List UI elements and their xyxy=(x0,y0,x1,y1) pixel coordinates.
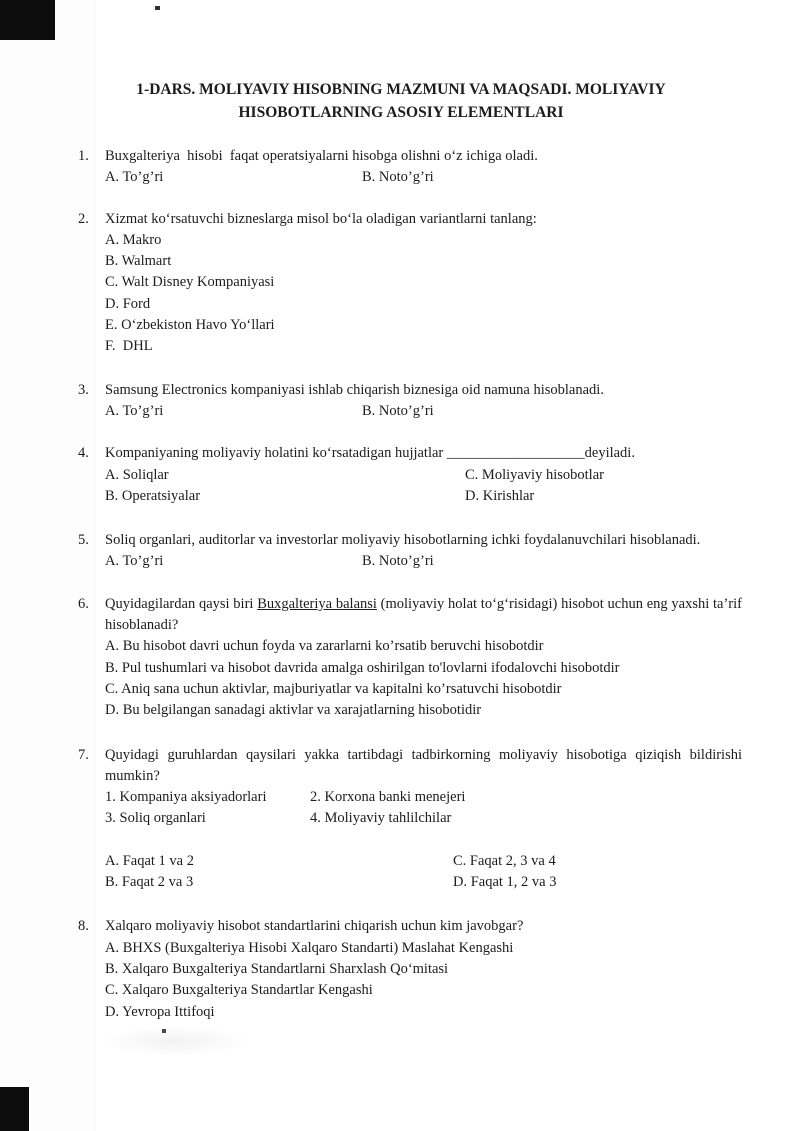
question-1 xyxy=(78,146,742,189)
scan-smudge-bottom xyxy=(100,1026,250,1056)
question-4-stem: Kompaniyaning moliyaviy holatini koʻrsatadigan hujjatlar ___________________deyiladi. xyxy=(105,445,635,462)
scan-corner-bottom-left xyxy=(0,1087,29,1131)
question-3-option-a: A. To’g’ri xyxy=(105,402,164,419)
question-8-body xyxy=(105,916,742,1022)
page-title-line-1: 1-DARS. MOLIYAVIY HISOBNING MAZMUNI VA MAQSADI. MOLIYAVIY xyxy=(136,81,666,98)
question-4-options-row-1 xyxy=(105,465,742,486)
question-8-option-d: D. Yevropa Ittifoqi xyxy=(105,1003,215,1020)
question-2-option-d: D. Ford xyxy=(105,295,151,312)
question-1-option-a: A. To’g’ri xyxy=(105,169,164,186)
question-7-option-b: B. Faqat 2 va 3 xyxy=(105,874,194,891)
question-2-option-c: C. Walt Disney Kompaniyasi xyxy=(105,274,275,291)
question-7-subitem-3: 3. Soliq organlari xyxy=(105,810,206,827)
question-2-option-e: E. Oʻzbekiston Havo Yoʻllari xyxy=(105,317,275,334)
question-2-stem: Xizmat koʻrsatuvchi bizneslarga misol boʻla oladigan variantlarni tanlang: xyxy=(105,210,537,227)
question-5-number: 5. xyxy=(78,532,89,549)
question-2 xyxy=(78,209,742,358)
question-3-number: 3. xyxy=(78,381,89,398)
question-6 xyxy=(78,594,742,722)
question-3-option-b: B. Noto’g’ri xyxy=(362,402,434,419)
question-2-number: 2. xyxy=(78,210,89,227)
question-1-number: 1. xyxy=(78,148,89,164)
question-7-subitem-1: 1. Kompaniya aksiyadorlari xyxy=(105,789,267,806)
question-4-number: 4. xyxy=(78,445,89,462)
question-6-option-c: C. Aniq sana uchun aktivlar, majburiyatlar va kapitalni ko’rsatuvchi hisobotdir xyxy=(105,680,562,697)
question-8-option-c: C. Xalqaro Buxgalteriya Standartlar Kengashi xyxy=(105,982,373,999)
question-7-subitems-row-2 xyxy=(105,808,742,829)
question-6-option-b: B. Pul tushumlari va hisobot davrida amalga oshirilgan to'lovlarni ifodalovchi hisobotdir xyxy=(105,659,620,676)
question-4-option-d: D. Kirishlar xyxy=(465,487,535,504)
question-1-body xyxy=(105,146,742,189)
question-2-body xyxy=(105,209,742,358)
question-7 xyxy=(78,745,742,894)
question-8-option-b: B. Xalqaro Buxgalteriya Standartlarni Sharxlash Qoʻmitasi xyxy=(105,960,449,977)
question-4-option-a: A. Soliqlar xyxy=(105,466,169,483)
question-4-option-b: B. Operatsiyalar xyxy=(105,487,201,504)
question-4-option-c: C. Moliyaviy hisobotlar xyxy=(465,466,604,483)
page-title-line-2: HISOBOTLARNING ASOSIY ELEMENTLARI xyxy=(238,104,564,121)
question-4-options-row-2 xyxy=(105,486,742,507)
scan-corner-top-left xyxy=(0,0,55,40)
question-3-body xyxy=(105,380,742,423)
page-title xyxy=(78,78,742,124)
question-7-options-row-2 xyxy=(105,872,742,893)
question-7-options-row-1 xyxy=(105,851,742,872)
question-6-stem xyxy=(105,594,742,637)
question-1-option-b: B. Noto’g’ri xyxy=(362,169,434,186)
question-7-subitem-4: 4. Moliyaviy tahlilchilar xyxy=(310,810,452,827)
scan-speck-top xyxy=(155,6,160,10)
question-6-option-d: D. Bu belgilangan sanadagi aktivlar va xarajatlarning hisobotidir xyxy=(105,702,482,719)
question-2-option-a: A. Makro xyxy=(105,231,162,248)
question-5 xyxy=(78,530,742,573)
question-5-option-b: B. Noto’g’ri xyxy=(362,553,434,570)
question-6-option-a: A. Bu hisobot davri uchun foyda va zararlarni ko’rsatib beruvchi hisobotdir xyxy=(105,638,544,655)
question-7-number: 7. xyxy=(78,746,89,763)
question-8-number: 8. xyxy=(78,918,89,935)
question-7-option-a: A. Faqat 1 va 2 xyxy=(105,852,194,869)
question-4 xyxy=(78,443,742,507)
question-2-option-b: B. Walmart xyxy=(105,253,172,270)
question-2-option-f: F. DHL xyxy=(105,338,153,355)
question-3 xyxy=(78,380,742,423)
question-5-options-row xyxy=(105,551,742,572)
question-7-subitem-2: 2. Korxona banki menejeri xyxy=(310,789,466,806)
question-4-body xyxy=(105,443,742,507)
spacer xyxy=(105,830,742,851)
question-3-stem: Samsung Electronics kompaniyasi ishlab chiqarish biznesiga oid namuna hisoblanadi. xyxy=(105,381,604,398)
question-7-subitems-row-1 xyxy=(105,787,742,808)
question-7-body xyxy=(105,745,742,894)
question-5-body xyxy=(105,530,742,573)
question-1-stem: Buxgalteriya hisobi faqat operatsiyalarni hisobga olishni oʻz ichiga oladi. xyxy=(105,148,538,164)
question-6-stem-pre: Quyidagilardan qaysi biri xyxy=(105,595,258,612)
question-8-option-a: A. BHXS (Buxgalteriya Hisobi Xalqaro Standarti) Maslahat Kengashi xyxy=(105,939,514,956)
question-8 xyxy=(78,916,742,1022)
question-5-option-a: A. To’g’ri xyxy=(105,553,164,570)
document-content xyxy=(78,70,742,1023)
question-5-stem: Soliq organlari, auditorlar va investorlar moliyaviy hisobotlarning ichki foydalanuvchilari hisoblanadi. xyxy=(105,532,701,549)
question-8-stem: Xalqaro moliyaviy hisobot standartlarini chiqarish uchun kim javobgar? xyxy=(105,918,524,935)
question-7-option-d: D. Faqat 1, 2 va 3 xyxy=(453,874,557,891)
question-6-stem-underlined: Buxgalteriya balansi xyxy=(257,595,377,612)
question-6-stem-post: (moliyaviy holat toʻgʻrisidagi) hisobot uchun eng yaxshi ta’rif hisoblanadi? xyxy=(105,595,742,634)
question-3-options-row xyxy=(105,401,742,422)
question-6-number: 6. xyxy=(78,595,89,612)
question-7-option-c: C. Faqat 2, 3 va 4 xyxy=(453,852,556,869)
question-7-stem: Quyidagi guruhlardan qaysilari yakka tartibdagi tadbirkorning moliyaviy hisobotiga qiziqish bildirishi mumkin? xyxy=(105,746,742,784)
scan-speck-bottom xyxy=(162,1029,166,1033)
question-6-body xyxy=(105,594,742,722)
question-1-options-row xyxy=(105,167,742,188)
